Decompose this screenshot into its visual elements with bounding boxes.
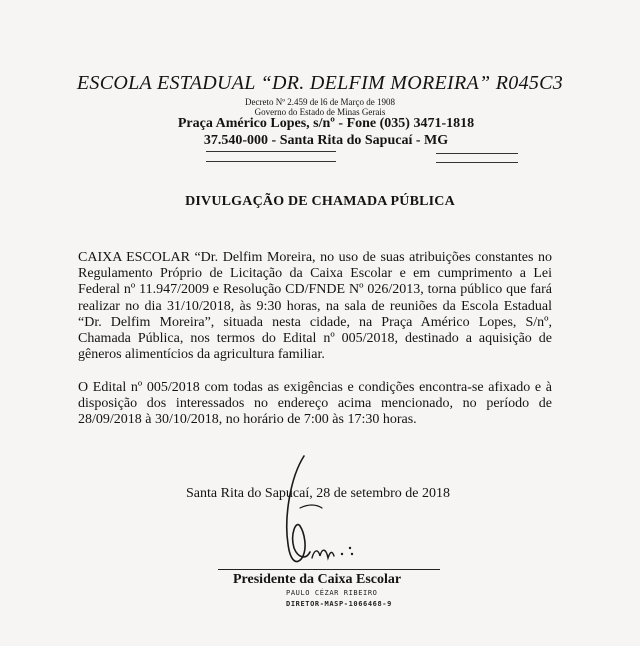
city-line: 37.540-000 - Santa Rita do Sapucaí - MG (203, 133, 449, 148)
handwritten-signature (260, 448, 380, 578)
government-line: Governo do Estado de Minas Gerais (254, 107, 386, 117)
address-line: Praça Américo Lopes, s/nº - Fone (035) 3471-1818 (177, 116, 475, 131)
school-name: ESCOLA ESTADUAL “DR. DELFIM MOREIRA” R045C3 (76, 72, 564, 94)
decree-line: Decreto Nº 2.459 de l6 de Março de 1908 (245, 97, 395, 107)
stamp-name: PAULO CÉZAR RIBEIRO (286, 589, 378, 597)
stamp-id: DIRETOR-MASP-1066468-9 (286, 600, 392, 608)
letterhead-rule-left-bottom (206, 161, 336, 162)
body-paragraph-2: O Edital nº 005/2018 com todas as exigências e condições encontra-se afixado e à disposição dos interessados no endereço acima mencionado, no período de 28/09/2018 à 30/10/2018, no horário de 7:00 às 17:30 horas. (78, 380, 552, 428)
place-date: Santa Rita do Sapucaí, 28 de setembro de 2018 (186, 486, 450, 501)
letterhead-rule-right-bottom (436, 162, 518, 163)
signature-line (218, 569, 440, 570)
body-paragraph-1: CAIXA ESCOLAR “Dr. Delfim Moreira, no uso de suas atribuições constantes no Regulamento Próprio de Licitação da Caixa Escolar e em cumprimento a Lei Federal nº 11.947/2009 e Resolução CD/FNDE Nº 026/2013, torna público que fará realizar no dia 31/10/2018, às 9:30 horas, na sala de reuniões da Escola Estadual “Dr. Delfim Moreira”, situada nesta cidade, na Praça Américo Lopes, S/nº, Chamada Pública, nos termos do Edital nº 005/2018, destinado a aquisição de gêneros alimentícios da agricultura familiar. (78, 250, 552, 363)
signer-role: Presidente da Caixa Escolar (233, 572, 402, 587)
document-title: DIVULGAÇÃO DE CHAMADA PÚBLICA (185, 194, 455, 209)
letterhead-rule-left-top (206, 151, 336, 152)
letterhead-rule-right-top (436, 153, 518, 154)
